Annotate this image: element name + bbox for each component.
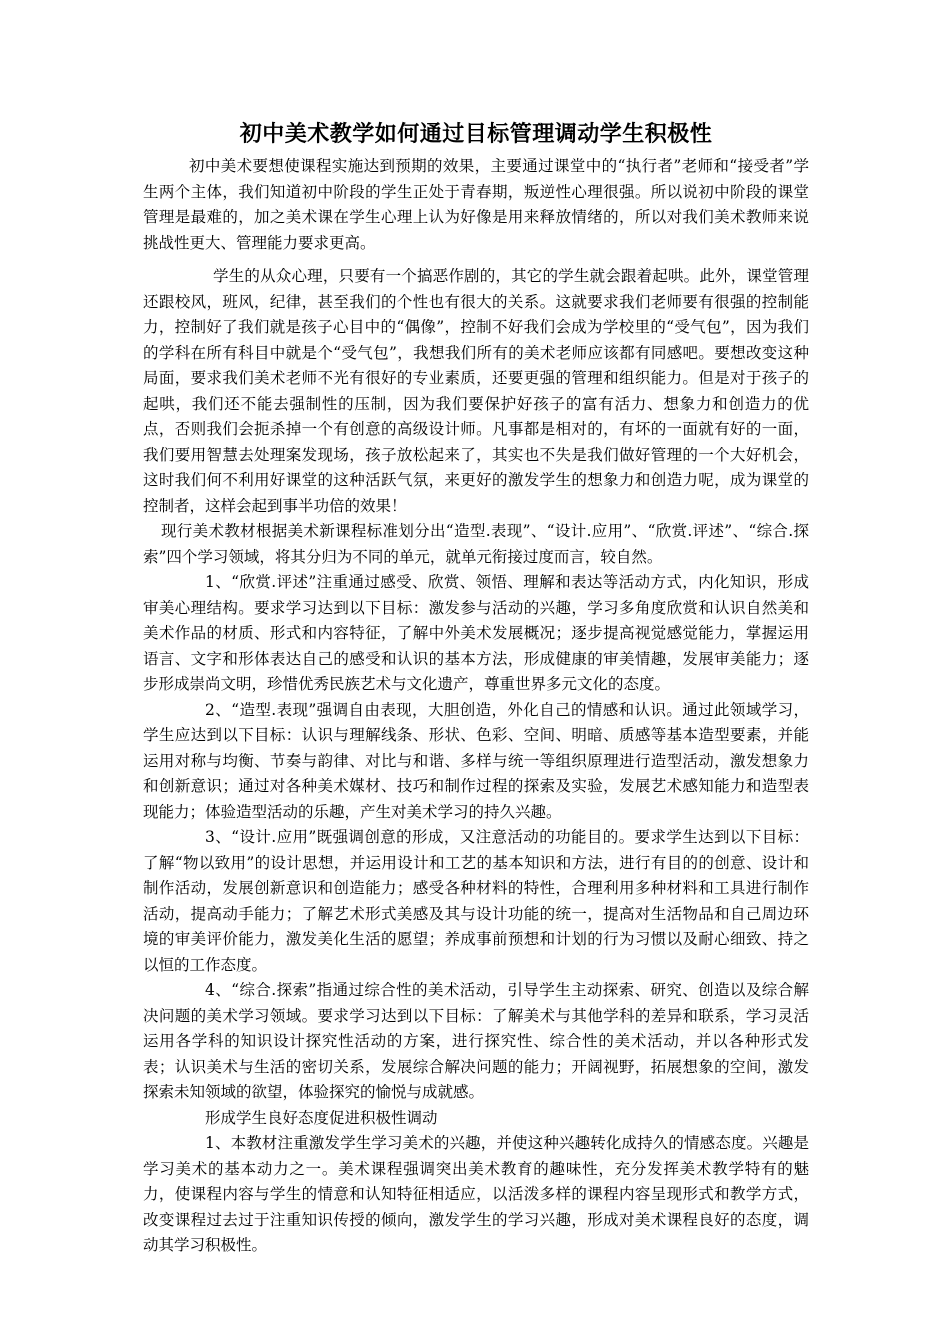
paragraph-design: 3、“设计.应用”既强调创意的形成，又注意活动的功能目的。要求学生达到以下目标：了解“物以致用”的设计思想，并运用设计和工艺的基本知识和方法，进行有目的的创意、设计和制作活动，发展创新意识和创造能力；感受各种材料的特性，合理利用多种材料和工具进行制作活动，提高动手能力；了解艺术形式美感及其与设计功能的统一，提高对生活物品和自己周边环境的审美评价能力，激发美化生活的愿望；养成事前预想和计划的行为习惯以及耐心细致、持之以恒的工作态度。 — [143, 828, 809, 974]
section-heading-attitude: 形成学生良好态度促进积极性调动 — [205, 1108, 438, 1127]
paragraph-intro: 初中美术要想使课程实施达到预期的效果，主要通过课堂中的“执行者”老师和“接受者”学生两个主体，我们知道初中阶段的学生正处于青春期，叛逆性心理很强。所以说初中阶段的课堂管理是最难的，加之美术课在学生心理上认为好像是用来释放情绪的，所以对我们美术教师来说挑战性更大、管理能力要求更高。 — [143, 157, 809, 252]
paragraph-interest: 1、本教材注重激发学生学习美术的兴趣，并使这种兴趣转化成持久的情感态度。兴趣是学习美术的基本动力之一。美术课程强调突出美术教育的趣味性，充分发挥美术教学特有的魅力，使课程内容与学生的情意和认知特征相适应，以活泼多样的课程内容呈现形式和教学方式，改变课程过去过于注重知识传授的倾向，激发学生的学习兴趣，形成对美术课程良好的态度，调动其学习积极性。 — [143, 1134, 809, 1254]
document-page — [143, 120, 809, 1259]
paragraph-classroom-management: 学生的从众心理，只要有一个搞恶作剧的，其它的学生就会跟着起哄。此外，课堂管理还跟校风，班风，纪律，甚至我们的个性也有很大的关系。这就要求我们老师要有很强的控制能力，控制好了我们就是孩子心目中的“偶像”，控制不好我们会成为学校里的“受气包”，因为我们的学科在所有科目中就是个“受气包”，我想我们所有的美术老师应该都有同感吧。要想改变这种局面，要求我们美术老师不光有很好的专业素质，还要更强的管理和组织能力。但是对于孩子的起哄，我们还不能去强制性的压制，因为我们要保护好孩子的富有活力、想象力和创造力的优点，否则我们会扼杀掉一个有创意的高级设计师。凡事都是相对的，有坏的一面就有好的一面，我们要用智慧去处理案发现场，孩子放松起来了，其实也不失是我们做好管理的一个大好机会，这时我们何不利用好课堂的这种活跃气氛，来更好的激发学生的想象力和创造力呢，成为课堂的控制者，这样会起到事半功倍的效果！ — [143, 267, 809, 515]
paragraph-expression: 2、“造型.表现”强调自由表现，大胆创造，外化自己的情感和认识。通过此领域学习，学生应达到以下目标：认识与理解线条、形状、色彩、空间、明暗、质感等基本造型要素，并能运用对称与均衡、节奏与韵律、对比与和谐、多样与统一等组织原理进行造型活动，激发想象力和创新意识；通过对各种美术媒材、技巧和制作过程的探索及实验，发展艺术感知能力和造型表现能力；体验造型活动的乐趣，产生对美术学习的持久兴趣。 — [143, 700, 809, 821]
paragraph-appreciation: 1、“欣赏.评述”注重通过感受、欣赏、领悟、理解和表达等活动方式，内化知识，形成审美心理结构。要求学习达到以下目标：激发参与活动的兴趣，学习多角度欣赏和认识自然美和美术作品的材质、形式和内容特征，了解中外美术发展概况；逐步提高视觉感觉能力，掌握运用语言、文字和形体表达自己的感受和认识的基本方法，形成健康的审美情趣，发展审美能力；逐步形成崇尚文明，珍惜优秀民族艺术与文化遗产，尊重世界多元文化的态度。 — [143, 573, 809, 693]
paragraph-curriculum-areas: 现行美术教材根据美术新课程标准划分出“造型.表现”、“设计.应用”、“欣赏.评述”、“综合.探索”四个学习领域，将其分归为不同的单元，就单元衔接过度而言，较自然。 — [143, 522, 809, 566]
document-title: 初中美术教学如何通过目标管理调动学生积极性 — [239, 122, 713, 147]
paragraph-exploration: 4、“综合.探索”指通过综合性的美术活动，引导学生主动探索、研究、创造以及综合解决问题的美术学习领域。要求学习达到以下目标：了解美术与其他学科的差异和联系，学习灵活运用各学科的知识设计探究性活动的方案，进行探究性、综合性的美术活动，并以各种形式发表；认识美术与生活的密切关系，发展综合解决问题的能力；开阔视野，拓展想象的空间，激发探索未知领域的欲望，体验探究的愉悦与成就感。 — [143, 981, 809, 1101]
